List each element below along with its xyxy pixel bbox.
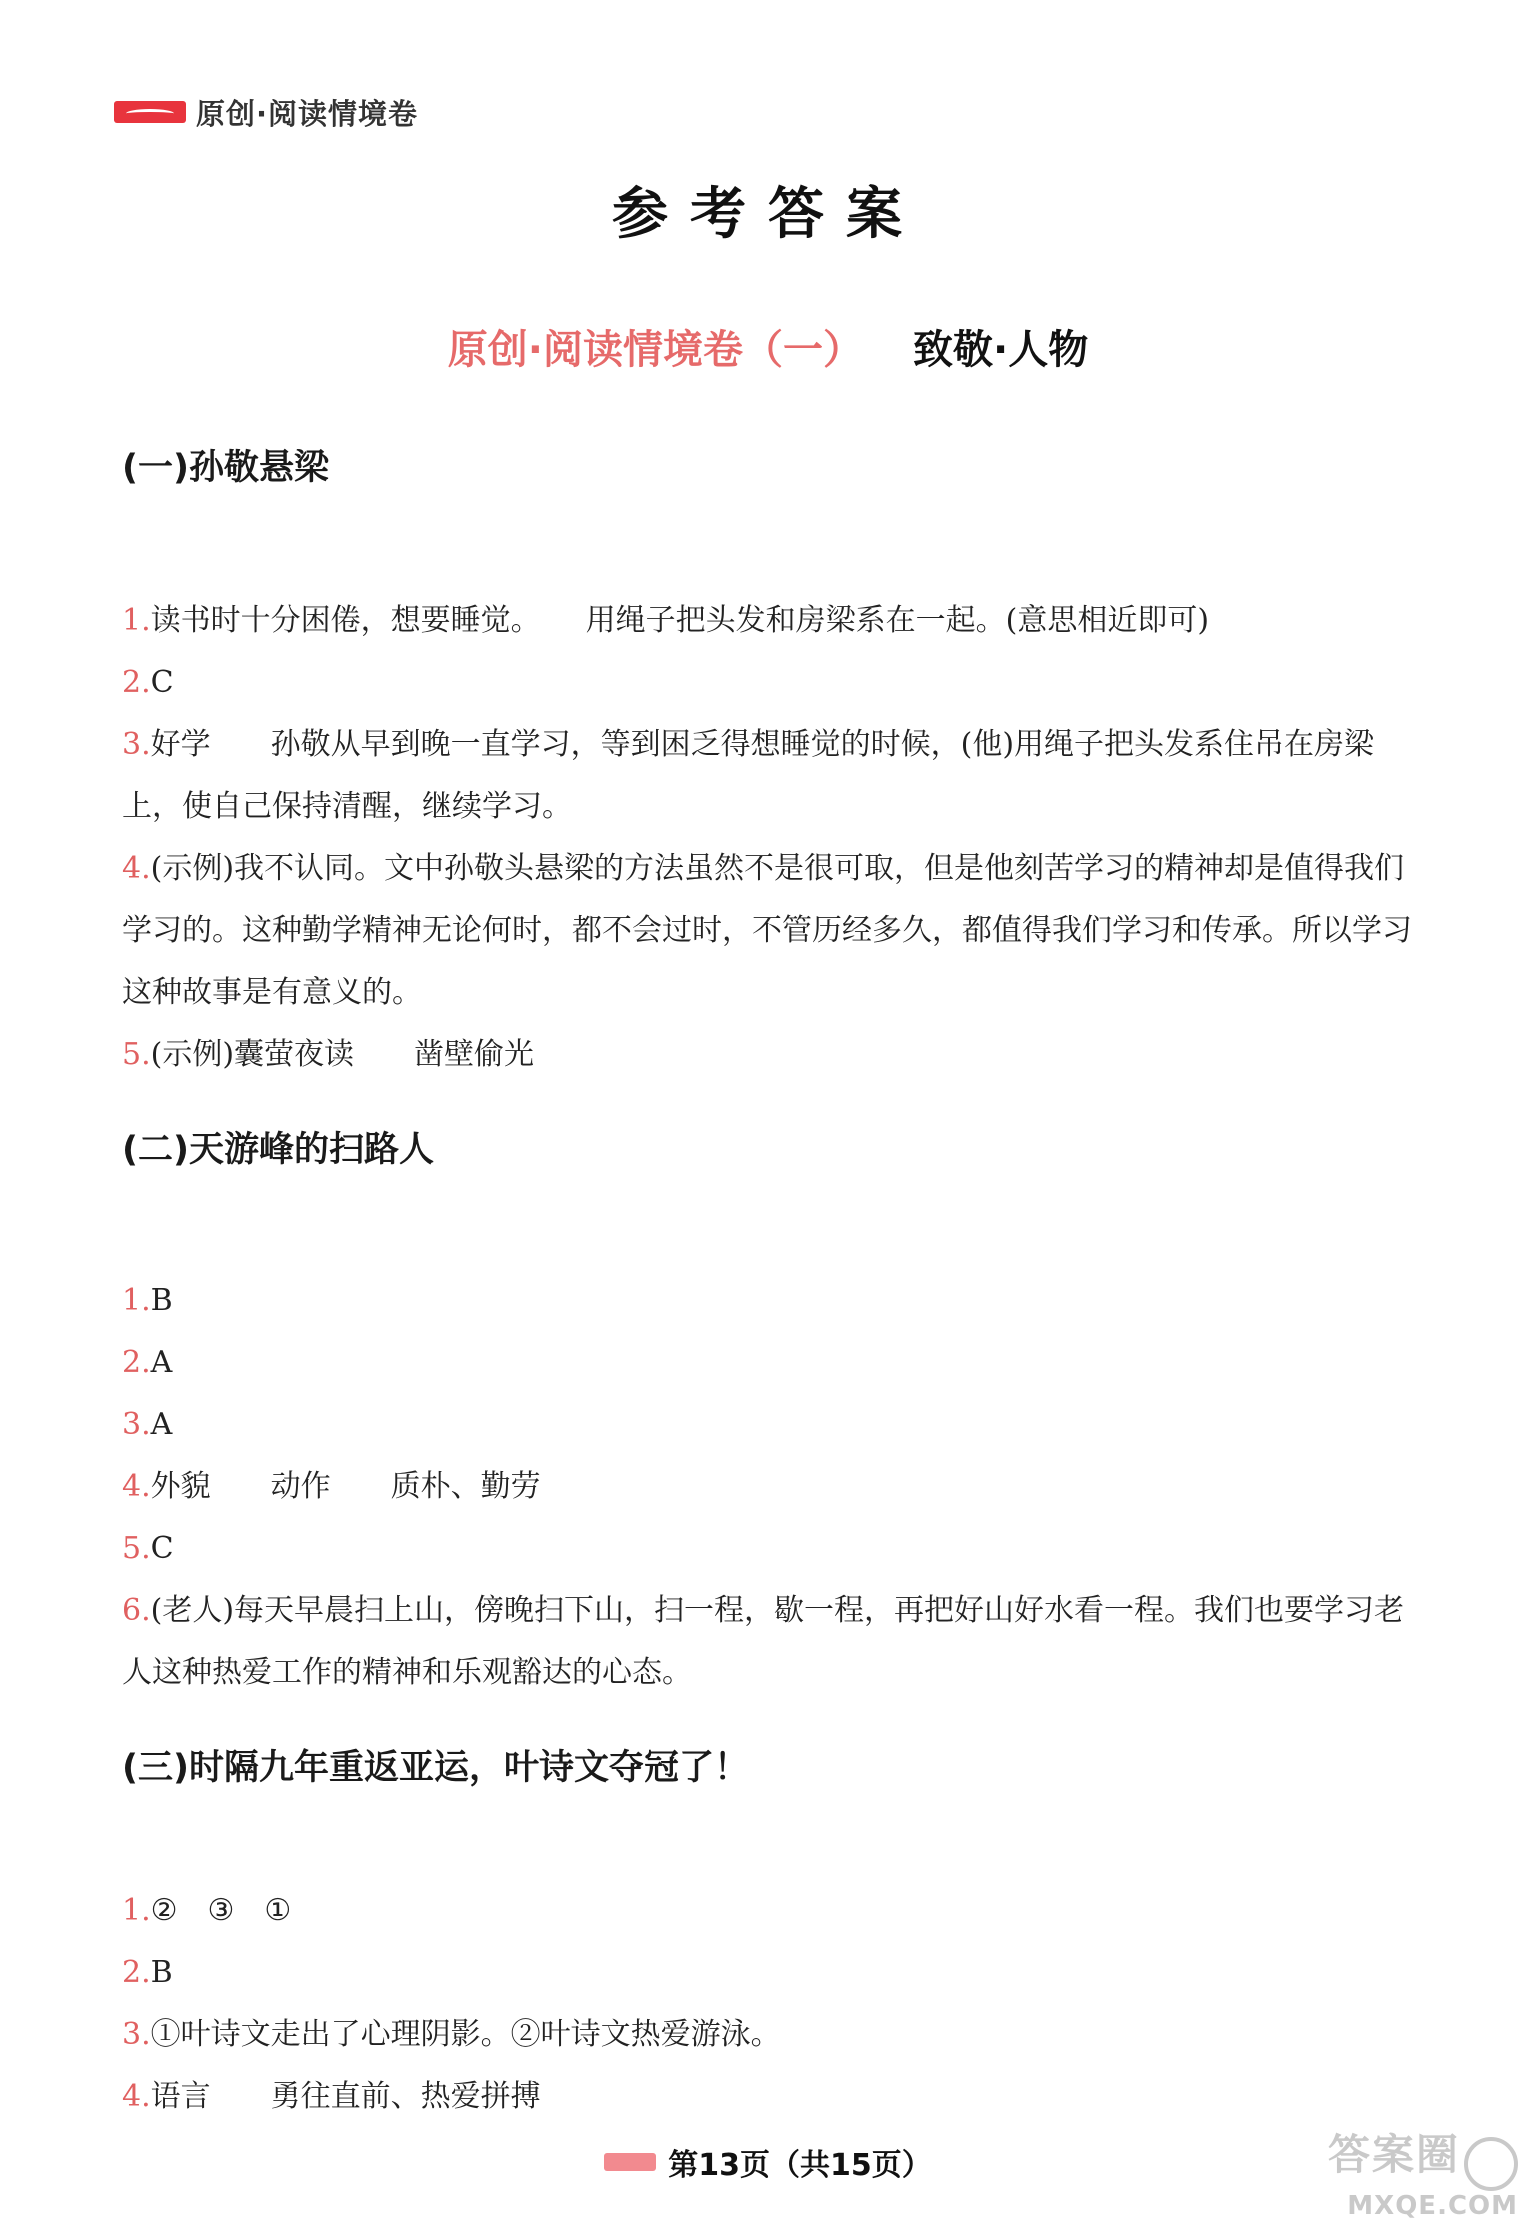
page-title: 参考答案 [612,182,924,247]
answer-text: C [150,1531,174,1566]
header-brand-text: 原创·阅读情境卷 [196,96,419,131]
answer-text: (示例)我不认同。文中孙敬头悬梁的方法虽然不是很可取，但是他刻苦学习的精神却是值得我们学习的。这种勤学精神无论何时，都不会过时，不管历经多久，都值得我们学习和传承。所以学习这种故事是有意义的。 [122,851,1412,1010]
answer-number: 2. [122,1955,151,1990]
answer-number: 3. [122,727,151,762]
answer-text: ①叶诗文走出了心理阴影。②叶诗文热爱游泳。 [150,2017,781,2052]
answer-number: 5. [122,1037,151,1072]
answer-text: ② ③ ① [150,1893,292,1928]
answer-number: 2. [122,1345,151,1380]
answer-text: 读书时十分困倦，想要睡觉。 用绳子把头发和房梁系在一起。(意思相近即可) [150,603,1210,638]
answer-item [122,1332,1432,1394]
answer-text: 好学 孙敬从早到晚一直学习，等到困乏得想睡觉的时候，(他)用绳子把头发系住吊在房梁上，使自己保持清醒，继续学习。 [122,727,1375,824]
answer-number: 1. [122,603,151,638]
subtitle-right: 致敬·人物 [913,327,1089,373]
answer-item [122,652,1432,714]
answer-number: 2. [122,665,151,700]
answer-number: 4. [122,2079,151,2114]
section-title: (二)天游峰的扫路人 [122,1130,434,1170]
answer-text: A [150,1407,173,1442]
answer-item [122,1880,1432,1942]
answer-text: 外貌 动作 质朴、勤劳 [150,1469,541,1504]
answer-number: 4. [122,851,151,886]
footer-logo [604,2153,656,2171]
answer-item [122,590,1432,652]
answer-number: 6. [122,1593,151,1628]
answer-item [122,1580,1432,1704]
answer-item [122,1394,1432,1456]
answer-number: 4. [122,1469,151,1504]
answer-text: A [150,1345,173,1380]
section-title: (一)孙敬悬梁 [122,448,329,488]
brand-logo [114,101,186,123]
watermark-circle-icon [1464,2137,1518,2191]
watermark [1328,2122,1518,2222]
answer-number: 1. [122,1283,151,1318]
answer-number: 3. [122,2017,151,2052]
watermark-url: MXQE.COM [1347,2191,1518,2221]
answer-text: (老人)每天早晨扫上山，傍晚扫下山，扫一程，歇一程，再把好山好水看一程。我们也要学习老人这种热爱工作的精神和乐观豁达的心态。 [122,1593,1405,1690]
page-footer [0,2140,1536,2184]
answer-item [122,1942,1432,2004]
answer-text: 语言 勇往直前、热爱拼搏 [150,2079,541,2114]
answer-item [122,714,1432,838]
page-header [114,92,418,132]
answer-item [122,1456,1432,1518]
answer-item [122,1270,1432,1332]
answer-text: B [150,1283,173,1318]
answer-number: 5. [122,1531,151,1566]
answer-text: B [150,1955,173,1990]
answer-item [122,2066,1432,2128]
answer-item [122,838,1432,1024]
page-subtitle [0,318,1536,375]
subtitle-left: 原创·阅读情境卷（一） [447,327,863,373]
answer-number: 1. [122,1893,151,1928]
page-number: 第13页（共15页） [668,2148,932,2183]
answer-item [122,2004,1432,2066]
answer-item [122,1518,1432,1580]
answer-text: (示例)囊萤夜读 凿壁偷光 [150,1037,535,1072]
answer-item [122,1024,1432,1086]
watermark-name: 答案圈 [1327,2129,1460,2179]
answer-number: 3. [122,1407,151,1442]
answer-text: C [150,665,174,700]
section-title: (三)时隔九年重返亚运，叶诗文夺冠了！ [122,1748,749,1788]
